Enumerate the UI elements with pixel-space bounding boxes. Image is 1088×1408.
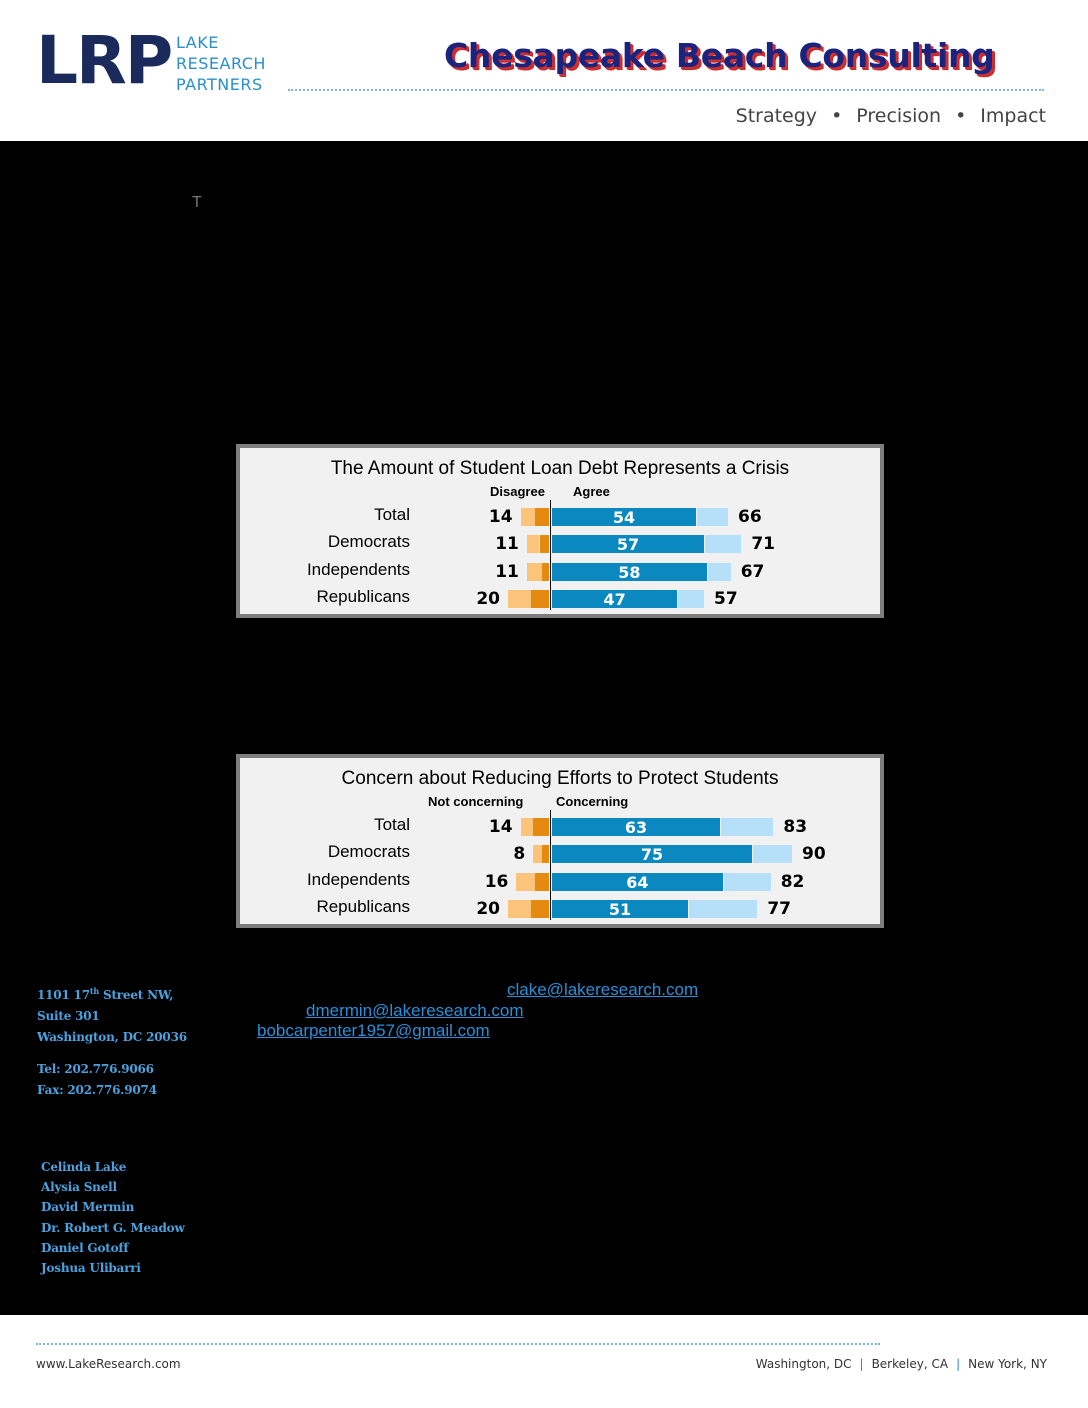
tagline-sep: • <box>831 105 843 127</box>
neg-total-label: 16 <box>484 872 509 892</box>
partner-name: Joshua Ulibarri <box>41 1261 141 1276</box>
partner-name: Dr. Robert G. Meadow <box>41 1220 185 1235</box>
office-newyork: New York, NY <box>968 1357 1047 1371</box>
bar-pos-total <box>678 590 704 608</box>
office-sep: | <box>859 1357 864 1371</box>
tagline-precision: Precision <box>856 105 942 127</box>
chart-axis <box>550 500 551 610</box>
chart-title: The Amount of Student Loan Debt Represents a Crisis <box>330 458 790 479</box>
email-link-dmermin[interactable]: dmermin@lakeresearch.com <box>306 1001 524 1020</box>
row-label: Independents <box>306 870 410 889</box>
partner-name: Daniel Gotoff <box>41 1240 129 1255</box>
pos-total-label: 66 <box>738 507 762 527</box>
bar-neg-strong <box>533 818 549 836</box>
partner-names <box>41 1157 185 1278</box>
bar-neg-strong <box>540 535 550 553</box>
bar-pos-strong: 63 <box>552 818 720 836</box>
bar-neg-total <box>521 818 534 836</box>
bar-pos-total <box>697 508 728 526</box>
email-link-clake[interactable]: clake@lakeresearch.com <box>507 980 699 999</box>
bar-neg-total <box>521 508 536 526</box>
row-label: Total <box>374 505 410 524</box>
pos-header: Agree <box>573 484 610 499</box>
address-suite: Suite 301 <box>37 1009 100 1023</box>
bar-neg-total <box>516 873 535 891</box>
bar-neg-strong <box>531 590 549 608</box>
neg-total-label: 8 <box>513 844 526 864</box>
bar-pos-total <box>724 873 771 891</box>
pos-total-label: 82 <box>780 872 805 892</box>
pos-total-label: 83 <box>783 817 808 837</box>
neg-total-label: 20 <box>476 589 500 609</box>
cbc-logo-title: Chesapeake Beach Consulting <box>444 36 995 75</box>
tagline <box>736 105 1046 127</box>
page-footer <box>0 1315 1088 1408</box>
office-berkeley: Berkeley, CA <box>871 1357 949 1371</box>
bar-pos-total <box>705 535 741 553</box>
phone-fax: Fax: 202.776.9074 <box>37 1083 157 1097</box>
chart-axis <box>550 810 551 920</box>
letterhead <box>0 0 1088 141</box>
bar-neg-total <box>533 845 541 863</box>
address-city: Washington, DC 20036 <box>37 1030 187 1044</box>
neg-header: Disagree <box>490 484 545 499</box>
bar-pos-total <box>721 818 773 836</box>
lrp-word-research: RESEARCH <box>176 54 266 73</box>
tagline-impact: Impact <box>980 105 1046 127</box>
bar-neg-strong <box>542 563 549 581</box>
bar-neg-strong <box>531 900 549 918</box>
lrp-word-partners: PARTNERS <box>176 75 263 94</box>
tagline-strategy: Strategy <box>735 105 818 127</box>
header-divider <box>288 89 1044 91</box>
office-sep: | <box>956 1357 961 1371</box>
pos-total-label: 67 <box>740 562 765 582</box>
phone-tel: Tel: 202.776.9066 <box>37 1062 154 1076</box>
chart-title: Concern about Reducing Efforts to Protect Students <box>341 768 779 789</box>
lrp-logo: LRP <box>36 22 172 99</box>
row-label: Independents <box>306 560 410 579</box>
chart-student-loan-crisis <box>236 444 884 618</box>
neg-total-label: 14 <box>488 817 513 837</box>
bar-neg-total <box>527 535 540 553</box>
bar-neg-strong <box>535 873 549 891</box>
chart-reducing-protections <box>236 754 884 928</box>
bar-pos-strong: 75 <box>552 845 752 863</box>
lrp-word-lake: LAKE <box>176 33 219 52</box>
row-label: Republicans <box>316 897 410 916</box>
lrp-wordmark <box>176 32 266 95</box>
row-label: Total <box>374 815 410 834</box>
stray-letter: T <box>192 194 202 211</box>
pos-total-label: 57 <box>714 589 738 609</box>
pos-total-label: 77 <box>767 899 792 919</box>
bar-neg-total <box>508 900 531 918</box>
bar-pos-strong: 51 <box>552 900 688 918</box>
neg-total-label: 20 <box>476 899 500 919</box>
bar-neg-total <box>508 590 531 608</box>
tagline-sep: • <box>955 105 967 127</box>
bar-pos-strong: 47 <box>552 590 677 608</box>
office-washington: Washington, DC <box>755 1357 852 1371</box>
partner-name: David Mermin <box>41 1200 135 1215</box>
footer-offices <box>756 1357 1047 1371</box>
pos-total-label: 90 <box>802 844 826 864</box>
pos-header: Concerning <box>556 794 629 809</box>
bar-pos-total <box>689 900 757 918</box>
row-label: Democrats <box>327 532 410 551</box>
footer-website[interactable]: www.LakeResearch.com <box>36 1357 181 1371</box>
neg-total-label: 14 <box>488 507 513 527</box>
neg-total-label: 11 <box>495 562 519 582</box>
bar-pos-total <box>708 563 731 581</box>
neg-total-label: 11 <box>495 534 519 554</box>
address-street: 1101 17th Street NW, <box>37 986 174 1002</box>
office-phone <box>37 1059 157 1101</box>
bar-neg-strong <box>535 508 549 526</box>
partner-name: Alysia Snell <box>41 1180 117 1195</box>
bar-pos-strong: 57 <box>552 535 704 553</box>
neg-header: Not concerning <box>428 794 524 809</box>
row-label: Democrats <box>327 842 410 861</box>
row-label: Republicans <box>316 587 410 606</box>
email-link-bobcarpenter[interactable]: bobcarpenter1957@gmail.com <box>257 1021 490 1040</box>
pos-total-label: 71 <box>751 534 776 554</box>
bar-pos-total <box>753 845 792 863</box>
partner-name: Celinda Lake <box>41 1160 127 1174</box>
bar-neg-strong <box>542 845 549 863</box>
bar-pos-strong: 58 <box>552 563 707 581</box>
bar-pos-strong: 54 <box>552 508 696 526</box>
footer-divider <box>36 1343 880 1345</box>
bar-pos-strong: 64 <box>552 873 723 891</box>
bar-neg-total <box>527 563 542 581</box>
office-address <box>37 981 187 1048</box>
